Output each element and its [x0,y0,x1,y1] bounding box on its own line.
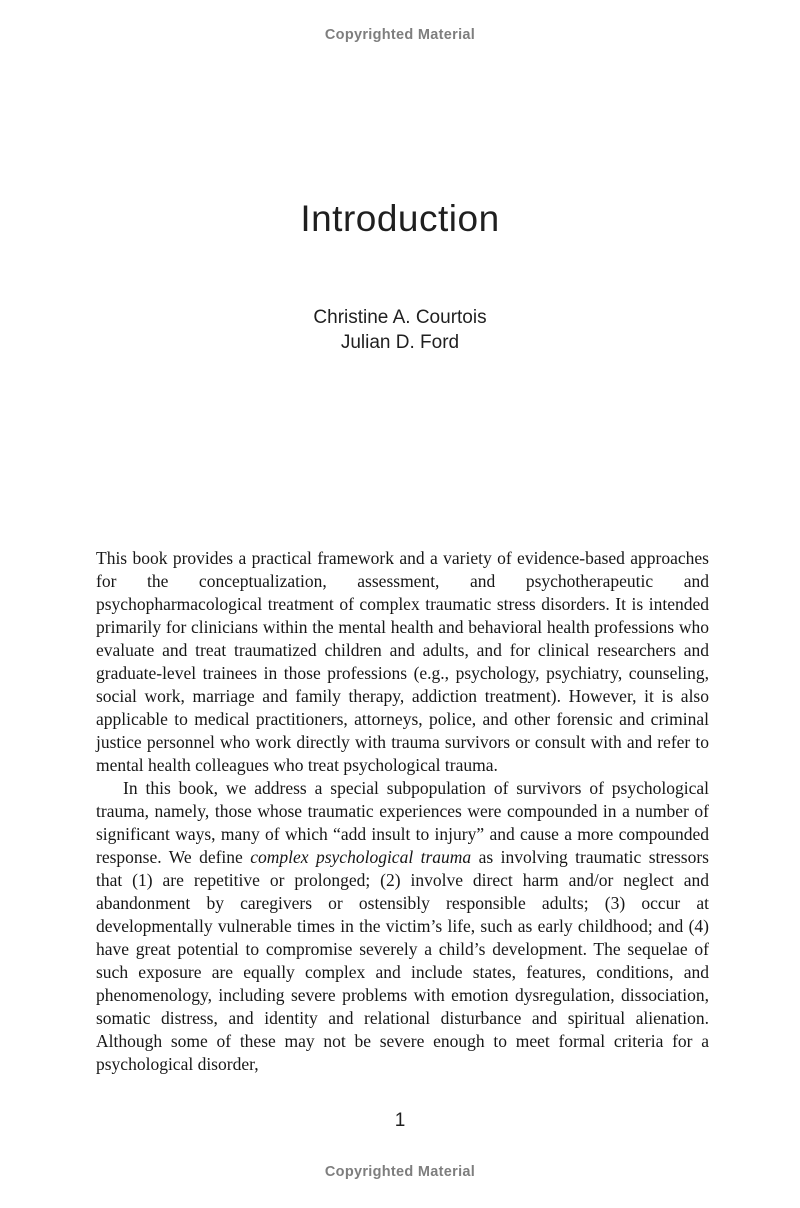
page-number: 1 [394,1110,406,1131]
paragraph-1: This book provides a practical framework and a variety of evidence-based approaches for the conceptualization, assessment, and psychotherapeutic and psychopharmacological treatment of complex traumatic stress disorders. It is intended primarily for clinicians within the mental health and behavioral health professions who evaluate and treat traumatized children and adults, and for clinical researchers and graduate-level trainees in those professions (e.g., psychology, psychiatry, counseling, social work, marriage and family therapy, addiction treatment). However, it is also applicable to medical practitioners, attorneys, police, and other forensic and criminal justice personnel who work directly with trauma survivors or consult with and refer to mental health colleagues who treat psychological trauma. [96,548,709,775]
author-name: Christine A. Courtois [313,307,487,328]
author-name: Julian D. Ford [340,332,460,353]
paragraph-2-text: In this book, we address a special subpopulation of survivors of psychological trauma, namely, those whose traumatic experiences were compounded in a number of significant ways, many of which “add insult to injury” and cause a more compounded response. We define [96,778,709,867]
author-block [0,305,800,355]
copyright-notice-top: Copyrighted Material [324,27,476,43]
paragraph-2-italic-term: complex psychological trauma [250,847,472,867]
paragraph-2-text: as involving traumatic stressors that (1) are repetitive or prolonged; (2) involve direct harm and/or neglect and abandonment by caregivers or ostensibly responsible adults; (3) occur at developmentally vulnerable times in the victim’s life, such as early childhood; and (4) have great potential to compromise severely a child’s development. The sequelae of such exposure are equally complex and include states, features, conditions, and phenomenology, including severe problems with emotion dysregulation, dissociation, somatic distress, and identity and relational disturbance and spiritual alienation. Although some of these may not be severe enough to meet formal criteria for a psychological disorder, [96,847,709,1074]
paragraph-2 [96,777,709,1076]
body-text [96,547,709,1076]
copyright-notice-bottom: Copyrighted Material [324,1164,476,1180]
chapter-title: Introduction [300,198,500,239]
